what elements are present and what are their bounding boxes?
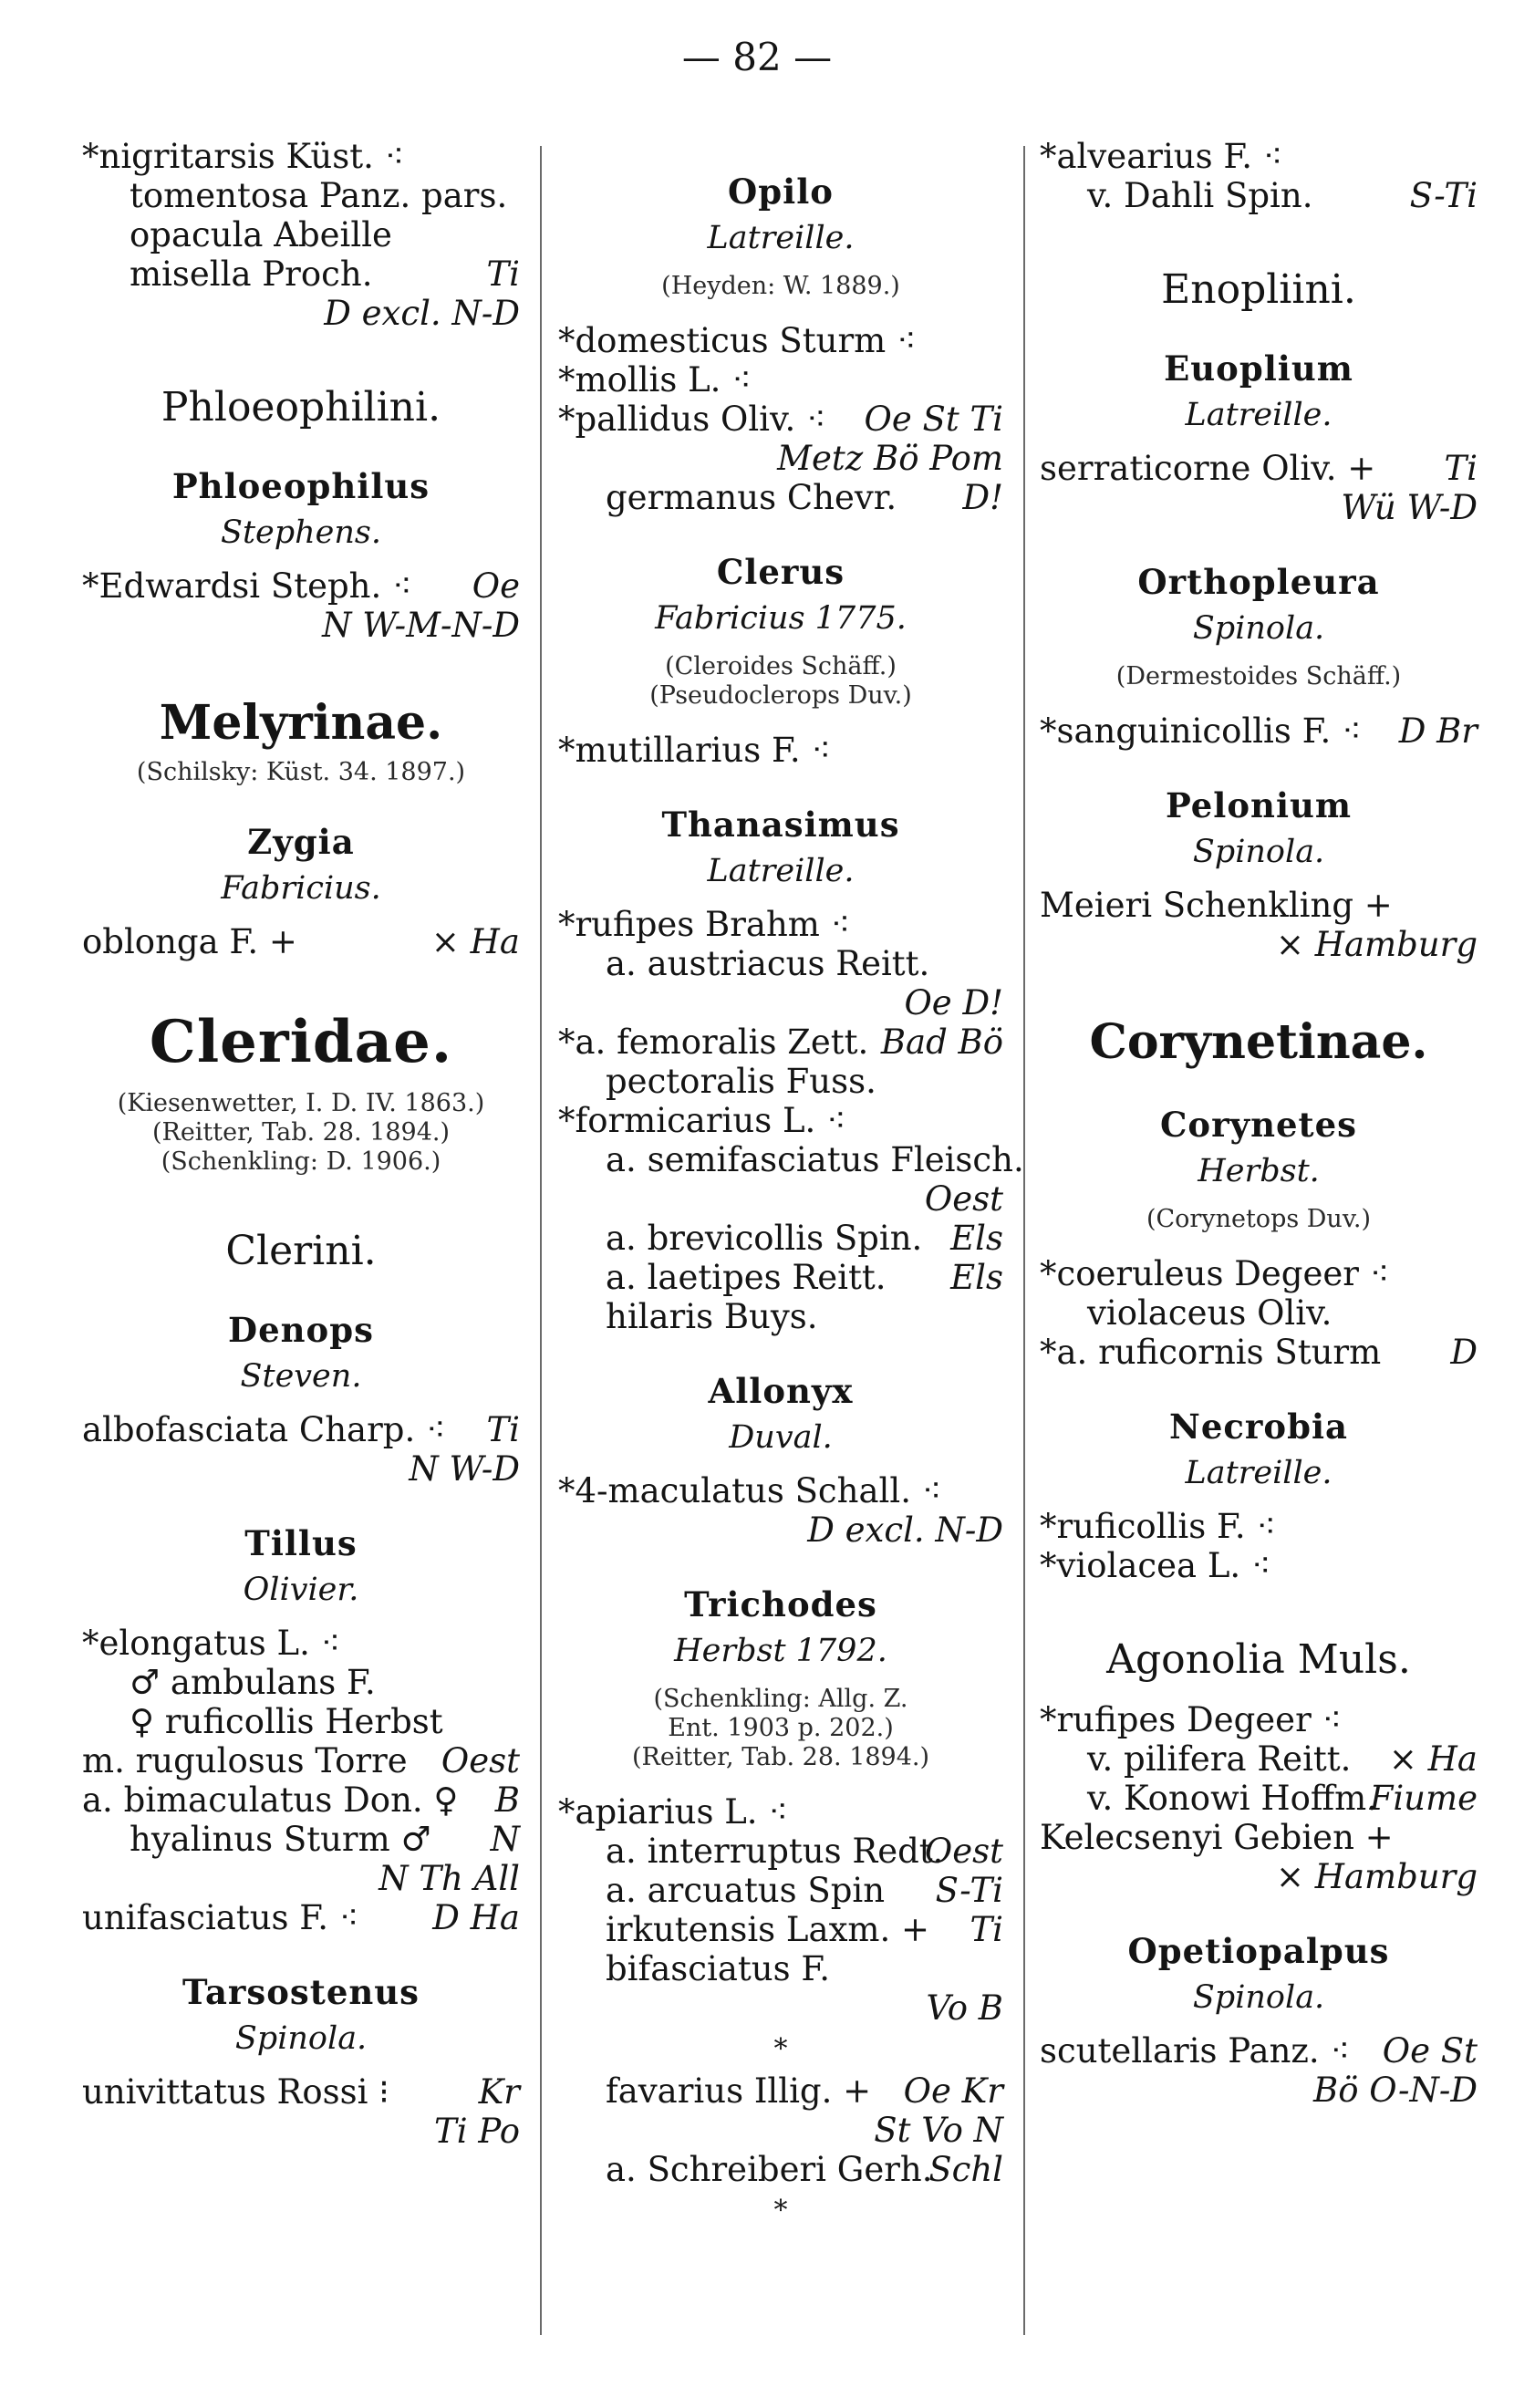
separator-mark: * [773,2033,788,2065]
species-name: *mutillarius F. ⁖ [558,731,832,770]
genus-heading: Thanasimus [661,804,900,845]
column-middle [558,137,1024,2233]
species-entry [558,1062,1003,1101]
species-entry [558,1792,1003,1832]
distribution-range: Oe St [1382,2031,1478,2071]
distribution-range: Oe [472,566,520,606]
reference-line: Ent. 1903 p. 202.) [668,1714,894,1742]
species-entry [558,2150,1003,2189]
genus-heading: Pelonium [1165,785,1353,825]
species-entry [82,1410,520,1449]
genus-author: Fabricius. [221,870,381,907]
distribution-range: B [494,1780,520,1820]
distribution-range: Fiume [1369,1779,1478,1818]
species-name: *formicarius L. ⁖ [558,1101,846,1140]
species-name: irkutensis Laxm. + [606,1910,930,1949]
species-name: *a. ruficornis Sturm [1040,1333,1382,1372]
genus-heading: Tillus [244,1523,358,1563]
species-name: serraticorne Oliv. + [1040,449,1376,488]
species-name: *apiarius L. ⁖ [558,1792,789,1832]
species-entry [558,400,1003,439]
species-name: Meieri Schenkling + [1040,886,1393,925]
species-name: *coeruleus Degeer ⁖ [1040,1254,1390,1293]
species-name: pectoralis Fuss. [606,1062,876,1101]
genus-heading: Orthopleura [1137,562,1380,602]
species-name: *alvearius F. ⁖ [1040,137,1283,176]
species-entry [558,1101,1003,1140]
genus-heading: Allonyx [708,1371,854,1411]
reference-block [1040,1205,1478,1234]
species-entry [558,2071,1003,2111]
reference-block [82,758,520,787]
genus-author: Stephens. [220,514,382,551]
species-name: ♂ ambulans F. [130,1663,376,1702]
genus-author: Latreille. [1185,1455,1333,1491]
species-entry [82,1624,520,1663]
species-name: albofasciata Charp. ⁖ [82,1410,446,1449]
column-divider [540,146,542,2335]
distribution-range: Schl [928,2150,1003,2189]
species-entry [558,1910,1003,1949]
tribe-heading: Agonolia Muls. [1106,1636,1411,1683]
species-name: a. Schreiberi Gerh. [606,2150,933,2189]
species-entry [1040,1333,1478,1372]
species-entry [558,321,1003,360]
species-entry [558,1258,1003,1297]
species-name: oblonga F. + [82,922,297,961]
reference-line: (Schenkling: Allg. Z. [653,1685,908,1713]
species-name: *a. femoralis Zett. [558,1022,869,1062]
species-entry [82,566,520,606]
genus-author: Fabricius 1775. [655,600,907,637]
species-name: a. austriacus Reitt. [606,944,930,983]
species-name: Kelecsenyi Gebien + [1040,1818,1394,1857]
species-name: *rufipes Degeer ⁖ [1040,1700,1343,1739]
distribution-continued: Oe D! [904,983,1003,1022]
distribution-range: Ti [486,1410,520,1449]
distribution-range: D [1450,1333,1478,1372]
species-name: *mollis L. ⁖ [558,360,752,400]
distribution-range: D! [962,478,1003,517]
distribution-range: Bad Bö [880,1022,1003,1062]
distribution-continued: Ti Po [434,2112,520,2151]
species-name: v. Dahli Spin. [1087,176,1313,215]
species-name: a. laetipes Reitt. [606,1258,887,1297]
species-entry [558,1297,1003,1336]
species-name: *rufipes Brahm ⁖ [558,905,851,944]
species-entry [82,215,520,254]
tribe-heading: Enopliini. [1161,266,1356,313]
species-name: *sanguinicollis F. ⁖ [1040,711,1362,751]
genus-author: Spinola. [234,2020,368,2057]
distribution-continued: Oest [924,1179,1003,1219]
reference-line: (Pseudoclerops Duv.) [649,681,912,710]
species-entry [82,922,520,961]
species-entry [82,1820,520,1859]
genus-author: Latreille. [707,220,855,256]
distribution-continued: D excl. N-D [324,294,520,333]
species-name: a. semifasciatus Fleisch. [606,1140,1024,1179]
species-entry [82,254,520,294]
species-entry [558,731,1003,770]
genus-heading: Opetiopalpus [1127,1931,1390,1971]
genus-author: Spinola. [1192,834,1325,870]
genus-heading: Tarsostenus [181,1972,420,2012]
species-entry [82,1702,520,1741]
species-entry [558,1219,1003,1258]
genus-heading: Denops [228,1310,374,1350]
species-entry [82,1780,520,1820]
species-entry [82,1741,520,1780]
reference-block [558,1685,1003,1772]
species-entry [1040,1700,1478,1739]
family-heading: Cleridae. [149,1008,453,1076]
distribution-continued: N Th All [378,1859,520,1898]
distribution-range: Oe St Ti [864,400,1003,439]
distribution-range: × Ha [1388,1739,1478,1779]
species-name: favarius Illig. + [606,2071,872,2111]
species-entry [558,1022,1003,1062]
distribution-continued: Vo B [926,1988,1003,2028]
distribution-range: Oest [924,1832,1003,1871]
distribution-range: Ti [970,1910,1003,1949]
species-name: germanus Chevr. [606,478,897,517]
genus-heading: Euoplium [1164,348,1353,389]
species-name: m. rugulosus Torre [82,1741,408,1780]
separator-mark: * [773,2195,788,2226]
species-entry [1040,1507,1478,1546]
subfamily-heading: Corynetinae. [1089,1014,1428,1070]
species-name: univittatus Rossi ⁝ [82,2072,389,2112]
species-entry [558,360,1003,400]
genus-heading: Necrobia [1169,1406,1348,1447]
reference-line: (Reitter, Tab. 28. 1894.) [151,1118,451,1147]
genus-author: Olivier. [243,1572,359,1608]
tribe-heading: Phloeophilini. [161,384,441,431]
distribution-continued: Bö O-N-D [1313,2071,1478,2110]
distribution-continued: × Hamburg [1275,925,1478,964]
species-entry [82,137,520,176]
genus-heading: Corynetes [1159,1105,1358,1145]
species-entry [82,2072,520,2112]
reference-line: (Cleroides Schäff.) [665,652,897,680]
genus-author: Herbst. [1198,1153,1320,1189]
species-entry [558,1471,1003,1510]
species-name: hyalinus Sturm ♂ [130,1820,431,1859]
distribution-continued: N W-M-N-D [322,606,520,645]
genus-author: Spinola. [1192,1979,1325,2016]
species-name: *violacea L. ⁖ [1040,1546,1271,1585]
page-number: — 82 — [681,35,833,79]
species-name: *Edwardsi Steph. ⁖ [82,566,412,606]
distribution-range: D Br [1398,711,1478,751]
species-entry [558,944,1003,983]
species-entry [558,905,1003,944]
reference-line: (Kiesenwetter, I. D. IV. 1863.) [117,1089,485,1117]
distribution-continued: St Vo N [874,2111,1003,2150]
reference-block [558,272,1003,301]
reference-line: (Schilsky: Küst. 34. 1897.) [136,758,466,786]
distribution-range: Els [950,1219,1003,1258]
species-name: ♀ ruficollis Herbst [130,1702,443,1741]
species-entry [1040,2031,1478,2071]
species-name: *domesticus Sturm ⁖ [558,321,917,360]
genus-author: Latreille. [1185,397,1333,433]
species-name: *pallidus Oliv. ⁖ [558,400,826,439]
species-entry [558,1949,1003,1988]
species-entry [82,1898,520,1937]
genus-author: Herbst 1792. [674,1633,887,1669]
species-name: bifasciatus F. [606,1949,830,1988]
reference-line: (Dermestoides Schäff.) [1115,662,1402,690]
distribution-continued: Wü W-D [1341,488,1478,527]
distribution-range: Ti [486,254,520,294]
species-entry [1040,449,1478,488]
distribution-range: Oest [441,1741,520,1780]
species-entry [1040,1546,1478,1585]
species-name: *nigritarsis Küst. ⁖ [82,137,405,176]
subfamily-heading: Melyrinae. [159,695,443,751]
species-name: violaceus Oliv. [1087,1293,1333,1333]
species-entry [1040,137,1478,176]
species-entry [558,1871,1003,1910]
genus-author: Duval. [729,1419,833,1456]
genus-heading: Opilo [728,171,834,212]
reference-line: (Schenkling: D. 1906.) [161,1147,441,1176]
distribution-continued: D excl. N-D [807,1510,1003,1550]
distribution-range: Kr [478,2072,520,2112]
distribution-range: Els [950,1258,1003,1297]
reference-line: (Corynetops Duv.) [1146,1205,1371,1233]
column-left [82,137,520,2151]
species-name: *4-maculatus Schall. ⁖ [558,1471,942,1510]
genus-heading: Phloeophilus [171,466,430,506]
column-right [1040,137,1478,2110]
genus-heading: Zygia [247,822,355,862]
species-name: a. interruptus Redt. [606,1832,944,1871]
species-entry [1040,711,1478,751]
species-name: scutellaris Panz. ⁖ [1040,2031,1351,2071]
species-name: a. bimaculatus Don. ♀ [82,1780,459,1820]
species-name: misella Proch. [130,254,373,294]
species-entry [1040,1254,1478,1293]
species-entry [1040,886,1478,925]
distribution-range: D Ha [432,1898,520,1937]
column-divider [1023,146,1025,2335]
reference-line: (Reitter, Tab. 28. 1894.) [631,1743,930,1771]
species-entry [82,176,520,215]
species-entry [558,1832,1003,1871]
species-entry [1040,176,1478,215]
reference-block [558,652,1003,711]
species-name: opacula Abeille [130,215,392,254]
species-entry [1040,1779,1478,1818]
distribution-range: × Ha [430,922,520,961]
distribution-range: N [490,1820,520,1859]
distribution-continued: Metz Bö Pom [777,439,1003,478]
genus-author: Steven. [240,1358,362,1395]
species-name: tomentosa Panz. pars. [130,176,508,215]
distribution-range: S-Ti [1409,176,1478,215]
species-entry [1040,1739,1478,1779]
distribution-continued: × Hamburg [1275,1857,1478,1896]
species-name: *elongatus L. ⁖ [82,1624,341,1663]
distribution-continued: N W-D [409,1449,520,1489]
genus-heading: Clerus [716,552,845,592]
genus-heading: Trichodes [684,1584,877,1624]
species-name: *ruficollis F. ⁖ [1040,1507,1277,1546]
tribe-heading: Clerini. [225,1228,377,1274]
species-entry [558,1140,1024,1179]
distribution-range: Ti [1444,449,1478,488]
species-entry [82,1663,520,1702]
species-name: hilaris Buys. [606,1297,818,1336]
species-name: unifasciatus F. ⁖ [82,1898,359,1937]
distribution-range: S-Ti [935,1871,1003,1910]
species-entry [1040,1293,1478,1333]
species-name: a. brevicollis Spin. [606,1219,923,1258]
genus-author: Spinola. [1192,610,1325,647]
reference-block [1040,662,1478,691]
genus-author: Latreille. [707,853,855,889]
species-entry [1040,1818,1478,1857]
reference-line: (Heyden: W. 1889.) [661,272,900,300]
species-name: a. arcuatus Spin [606,1871,886,1910]
distribution-range: Oe Kr [903,2071,1003,2111]
species-name: v. pilifera Reitt. [1087,1739,1352,1779]
reference-block [82,1089,520,1177]
species-entry [558,478,1003,517]
species-name: v. Konowi Hoffm. [1087,1779,1378,1818]
